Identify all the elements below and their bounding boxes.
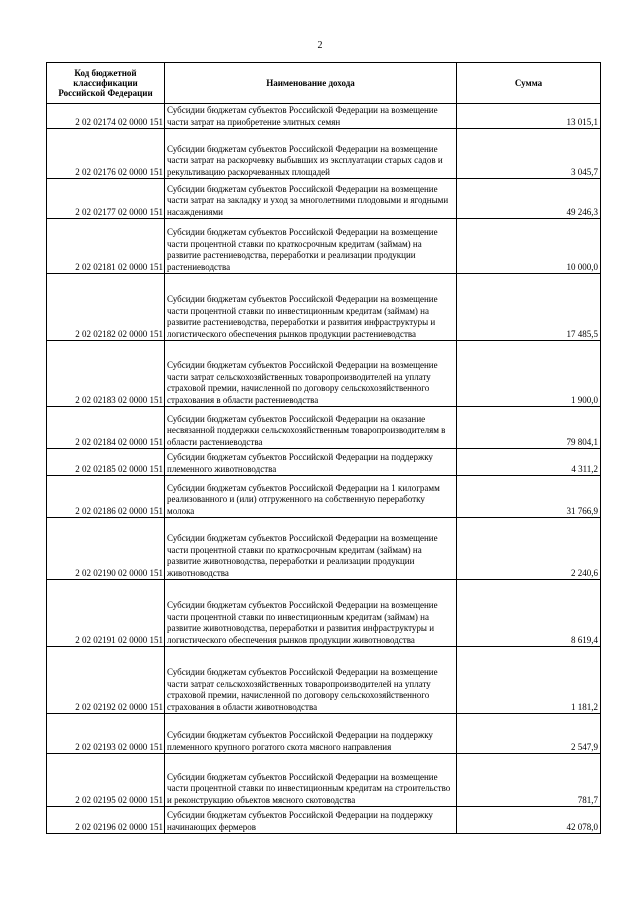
row-code: 2 02 02181 02 0000 151 (47, 219, 165, 274)
row-sum: 8 619,4 (457, 580, 601, 647)
row-sum: 31 766,9 (457, 476, 601, 518)
row-sum: 1 900,0 (457, 341, 601, 407)
row-code: 2 02 02193 02 0000 151 (47, 714, 165, 754)
table-row (47, 274, 601, 341)
table-row (47, 647, 601, 714)
row-code: 2 02 02195 02 0000 151 (47, 754, 165, 807)
row-name: Субсидии бюджетам субъектов Российской Федерации на возмещение части процентной ставки по инвестиционным кредитам на строительство и реконструкцию объектов мясного скотоводства (165, 754, 457, 807)
table-row (47, 580, 601, 647)
row-name: Субсидии бюджетам субъектов Российской Федерации на 1 килограмм реализованного и (или) отгруженного на собственную переработку молока (165, 476, 457, 518)
row-code: 2 02 02174 02 0000 151 (47, 104, 165, 129)
row-name: Субсидии бюджетам субъектов Российской Федерации на возмещение части затрат на закладку и уход за многолетними плодовыми и ягодными насаждениями (165, 179, 457, 219)
row-code: 2 02 02192 02 0000 151 (47, 647, 165, 714)
table-row (47, 476, 601, 518)
header-code: Код бюджетной классификации Российской Федерации (47, 63, 165, 104)
row-code: 2 02 02196 02 0000 151 (47, 807, 165, 834)
row-sum: 42 078,0 (457, 807, 601, 834)
row-sum: 4 311,2 (457, 449, 601, 476)
row-sum: 79 804,1 (457, 407, 601, 449)
row-name: Субсидии бюджетам субъектов Российской Федерации на поддержку племенного крупного рогатого скота мясного направления (165, 714, 457, 754)
table-row (47, 807, 601, 834)
revenue-table (46, 62, 601, 834)
row-name: Субсидии бюджетам субъектов Российской Федерации на поддержку начинающих фермеров (165, 807, 457, 834)
table-row (47, 129, 601, 179)
row-code: 2 02 02185 02 0000 151 (47, 449, 165, 476)
row-name: Субсидии бюджетам субъектов Российской Федерации на возмещение части затрат сельскохозяйственных товаропроизводителей на уплату страховой премии, начисленной по договору сельскохозяйственного страхования в области растениеводства (165, 341, 457, 407)
row-code: 2 02 02182 02 0000 151 (47, 274, 165, 341)
row-code: 2 02 02183 02 0000 151 (47, 341, 165, 407)
row-sum: 2 240,6 (457, 518, 601, 580)
table-row (47, 754, 601, 807)
row-name: Субсидии бюджетам субъектов Российской Федерации на возмещение части затрат на приобретение элитных семян (165, 104, 457, 129)
row-sum: 17 485,5 (457, 274, 601, 341)
row-sum: 13 015,1 (457, 104, 601, 129)
table-row (47, 407, 601, 449)
row-code: 2 02 02191 02 0000 151 (47, 580, 165, 647)
row-code: 2 02 02177 02 0000 151 (47, 179, 165, 219)
row-sum: 3 045,7 (457, 129, 601, 179)
table-row (47, 518, 601, 580)
row-sum: 2 547,9 (457, 714, 601, 754)
row-name: Субсидии бюджетам субъектов Российской Федерации на возмещение части процентной ставки по инвестиционным кредитам (займам) на развитие животноводства, переработки и развития инфраструктуры и логистического обеспечения рынков продукции животноводства (165, 580, 457, 647)
table-header-row (47, 63, 601, 104)
row-code: 2 02 02190 02 0000 151 (47, 518, 165, 580)
table-row (47, 341, 601, 407)
row-name: Субсидии бюджетам субъектов Российской Федерации на поддержку племенного животноводства (165, 449, 457, 476)
row-sum: 49 246,3 (457, 179, 601, 219)
page-number: 2 (317, 40, 323, 51)
row-sum: 1 181,2 (457, 647, 601, 714)
header-name: Наименование дохода (165, 63, 457, 104)
row-sum: 10 000,0 (457, 219, 601, 274)
row-name: Субсидии бюджетам субъектов Российской Федерации на возмещение части затрат на раскорчевку выбывших из эксплуатации старых садов и рекультивацию раскорчеванных площадей (165, 129, 457, 179)
row-name: Субсидии бюджетам субъектов Российской Федерации на возмещение части процентной ставки по краткосрочным кредитам (займам) на развитие животноводства, переработки и реализации продукции животноводства (165, 518, 457, 580)
row-sum: 781,7 (457, 754, 601, 807)
table-row (47, 104, 601, 129)
table-row (47, 219, 601, 274)
row-name: Субсидии бюджетам субъектов Российской Федерации на возмещение части затрат сельскохозяйственных товаропроизводителей на уплату страховой премии, начисленной по договору сельскохозяйственного страхования в области животноводства (165, 647, 457, 714)
table-row (47, 714, 601, 754)
table-row (47, 179, 601, 219)
table-row (47, 449, 601, 476)
row-name: Субсидии бюджетам субъектов Российской Федерации на возмещение части процентной ставки по краткосрочным кредитам (займам) на развитие растениеводства, переработки и реализации продукции растениеводства (165, 219, 457, 274)
row-code: 2 02 02186 02 0000 151 (47, 476, 165, 518)
header-sum: Сумма (457, 63, 601, 104)
row-code: 2 02 02184 02 0000 151 (47, 407, 165, 449)
row-code: 2 02 02176 02 0000 151 (47, 129, 165, 179)
row-name: Субсидии бюджетам субъектов Российской Федерации на оказание несвязанной поддержки сельскохозяйственным товаропроизводителям в области растениеводства (165, 407, 457, 449)
row-name: Субсидии бюджетам субъектов Российской Федерации на возмещение части процентной ставки по инвестиционным кредитам (займам) на развитие растениеводства, переработки и развития инфраструктуры и логистического обеспечения рынков продукции растениеводства (165, 274, 457, 341)
